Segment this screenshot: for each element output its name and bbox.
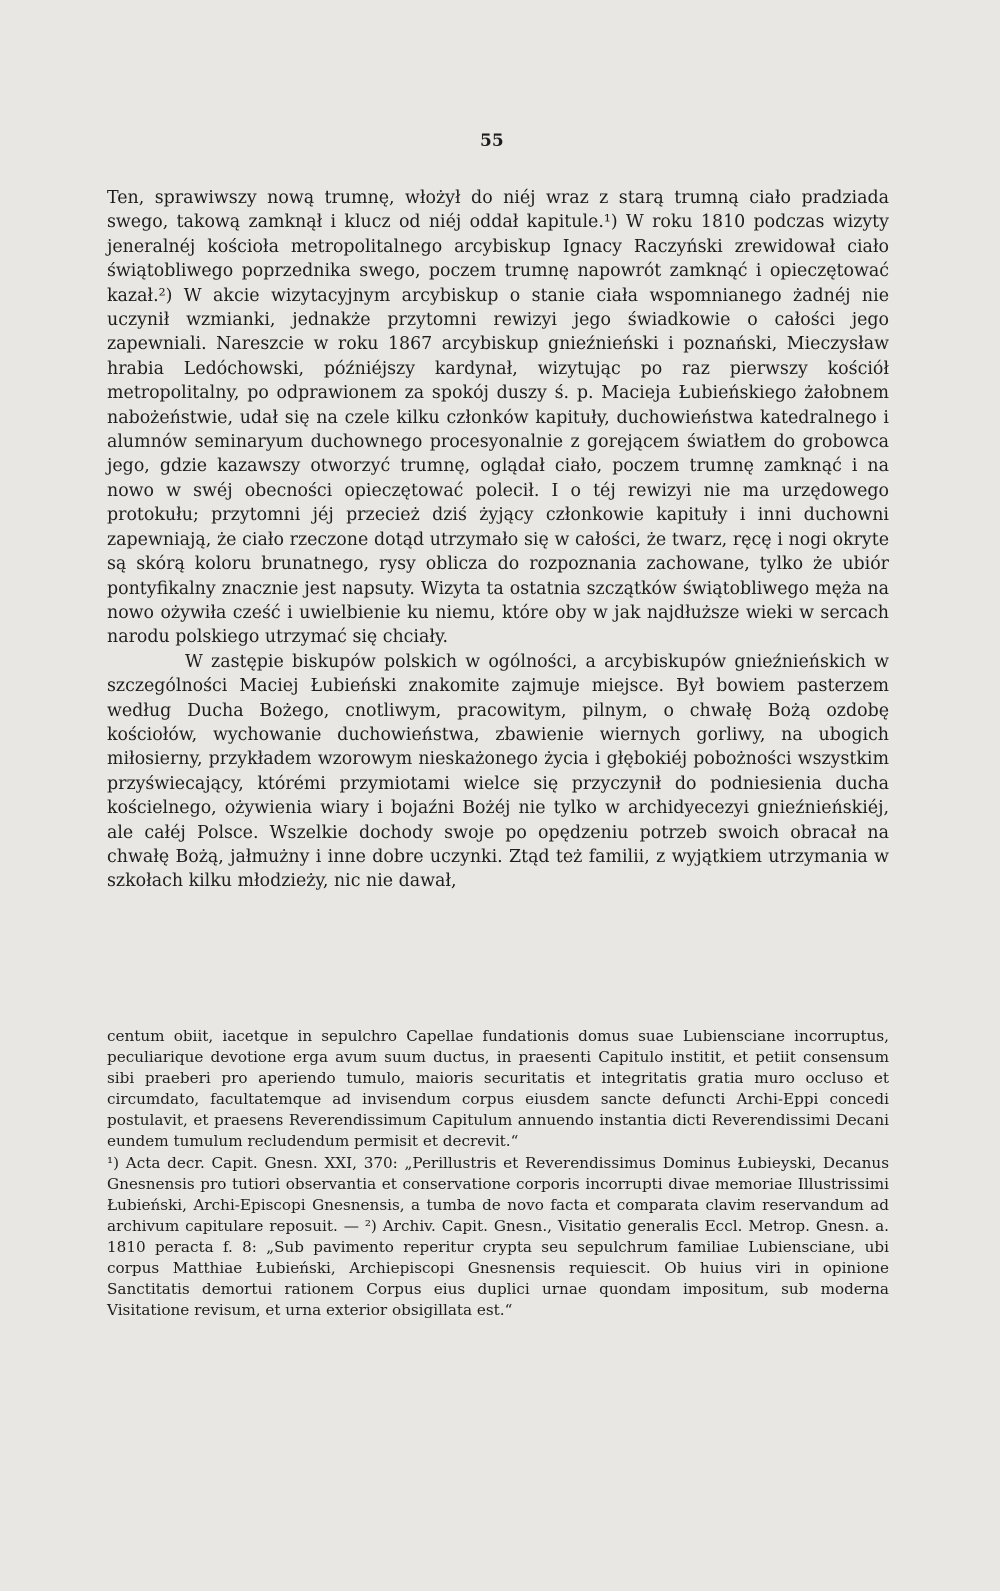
- footnotes: [107, 1026, 889, 1321]
- page-number: 55: [480, 131, 504, 151]
- footnote-1-2: ¹) Acta decr. Capit. Gnesn. XXI, 370: „Perillustris et Reverendissimus Dominus Łubieyski, Decanus Gnesnensis pro tutiori observantia et conservatione corporis incorrupti divae memoriae Illustrissimi Łubieński, Archi-Episcopi Gnesnensis, a tumba de novo facta et comparata clavim reservandum ad archivum capitulare reposuit. — ²) Archiv. Capit. Gnesn., Visitatio generalis Eccl. Metrop. Gnesn. a. 1810 peracta f. 8: „Sub pavimento reperitur crypta seu sepulchrum familiae Lubiensciane, ubi corpus Matthiae Łubieński, Archiepiscopi Gnesnensis requiescit. Ob huius viri in opinione Sanctitatis demortui rationem Corpus eius duplici urnae quondam impositum, sub moderna Visitatione revisum, et urna exterior obsigillata est.“: [107, 1153, 889, 1320]
- paragraph-1: Ten, sprawiwszy nową trumnę, włożył do niéj wraz z starą trumną ciało pradziada swego, takową zamknął i klucz od niéj oddał kapitule.¹) W roku 1810 podczas wizyty jeneralnéj kościoła metropolitalnego arcybiskup Ignacy Raczyński zrewidował ciało świątobliwego poprzednika swego, poczem trumnę napowrót zamknąć i opieczętować kazał.²) W akcie wizytacyjnym arcybiskup o stanie ciała wspomnianego żadnéj nie uczynił wzmianki, jednakże przytomni rewizyi jego świadkowie o całości jego zapewniali. Nareszcie w roku 1867 arcybiskup gnieźnieński i poznański, Mieczysław hrabia Ledóchowski, późniéjszy kardynał, wizytując po raz pierwszy kościół metropolitalny, po odprawionem za spokój duszy ś. p. Macieja Łubieńskiego żałobnem nabożeństwie, udał się na czele kilku członków kapituły, duchowieństwa katedralnego i alumnów seminaryum duchownego procesyonalnie z gorejącem światłem do grobowca jego, gdzie kazawszy otworzyć trumnę, oglądał ciało, poczem trumnę zamknąć i na nowo w swéj obecności opieczętować polecił. I o téj rewizyi nie ma urzędowego protokułu; przytomni jéj przecież dziś żyjący członkowie kapituły i inni duchowni zapewniają, że ciało rzeczone dotąd utrzymało się w całości, że twarz, ręcę i nogi okryte są skórą koloru brunatnego, rysy oblicza do rozpoznania zachowane, tylko że ubiór pontyfikalny znacznie jest napsuty. Wizyta ta ostatnia szczątków świątobliwego męża na nowo ożywiła cześć i uwielbienie ku niemu, które oby w jak najdłuższe wieki w sercach narodu polskiego utrzymać się chciały.: [107, 188, 889, 648]
- main-text: [107, 186, 889, 894]
- footnote-continuation: centum obiit, iacetque in sepulchro Capellae fundationis domus suae Lubiensciane incorruptus, peculiarique devotione erga avum suum ductus, in praesenti Capitulo institit, et petiit consensum sibi praeberi pro aperiendo tumulo, maioris securitatis et integritatis gratia muro occluso et circumdato, facultatemque ad invisendum corpus eiusdem sancte defuncti Archi-Eppi concedi postulavit, et praesens Reverendissimum Capitulum annuendo instantia dicti Reverendissimi Decani eundem tumulum recludendum permisit et decrevit.“: [107, 1027, 889, 1151]
- paragraph-2: W zastępie biskupów polskich w ogólności, a arcybiskupów gnieźnieńskich w szczególności Maciej Łubieński znakomite zajmuje miejsce. Był bowiem pasterzem według Ducha Bożego, cnotliwym, pracowitym, pilnym, o chwałę Bożą ozdobę kościołów, wychowanie duchowieństwa, zbawienie wiernych gorliwy, na ubogich miłosierny, przykładem wzorowym nieskażonego życia i głębokiéj pobożności wszystkim przyświecający, którémi przymiotami wielce się przyczynił do podniesienia ducha kościelnego, ożywienia wiary i bojaźni Bożéj nie tylko w archidyecezyi gnieźnieńskiéj, ale całéj Polsce. Wszelkie dochody swoje po opędzeniu potrzeb swoich obracał na chwałę Bożą, jałmużny i inne dobre uczynki. Ztąd też familii, z wyjątkiem utrzymania w szkołach kilku młodzieży, nic nie dawał,: [107, 651, 889, 892]
